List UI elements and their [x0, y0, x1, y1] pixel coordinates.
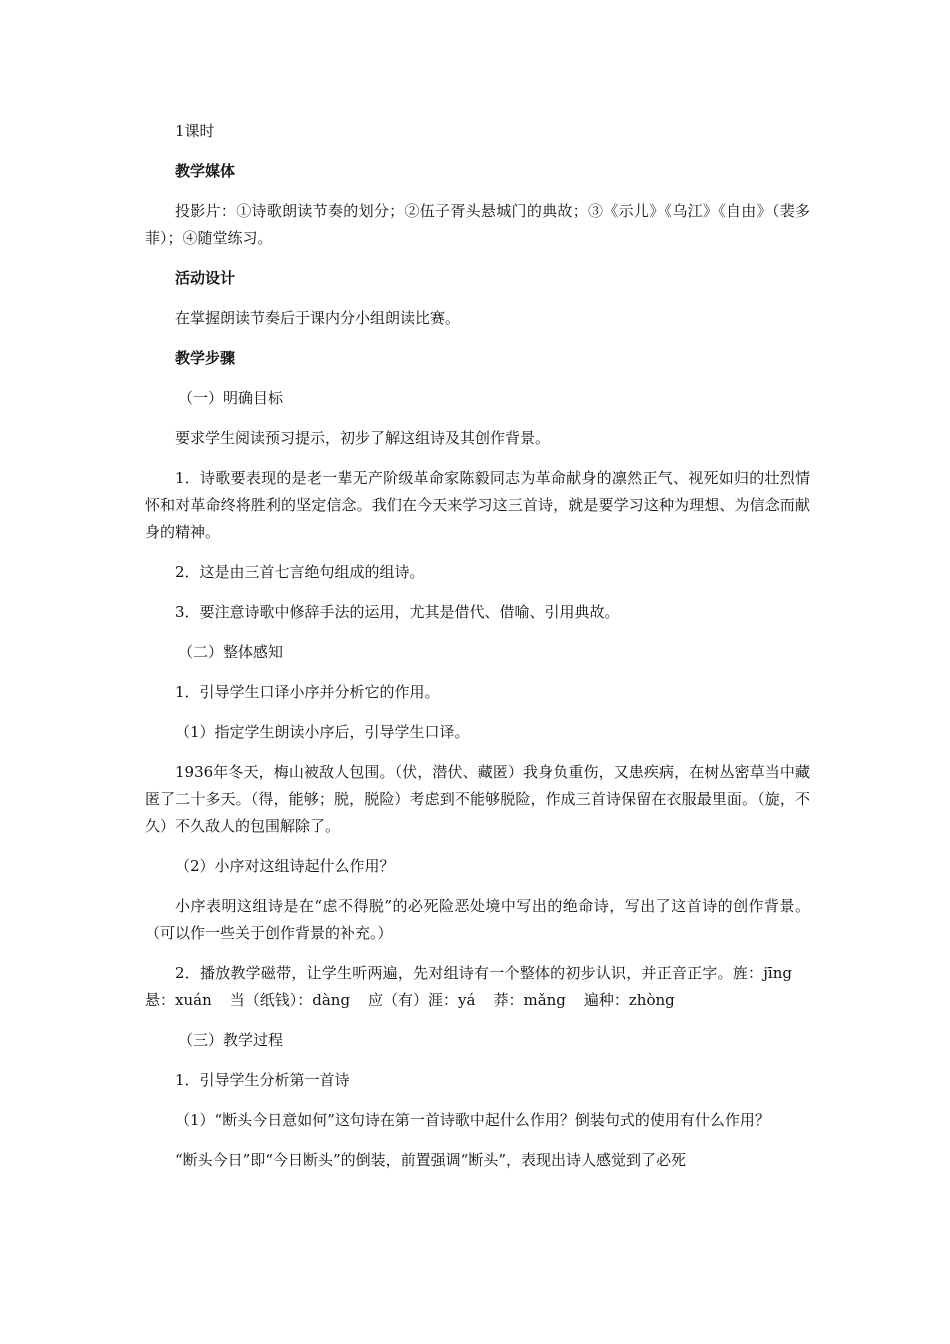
- pronunciation-zhong: 遍种：zhòng: [583, 991, 675, 1009]
- pronunciation-mang: 莽：mǎng: [493, 991, 566, 1009]
- class-hours: 1课时: [175, 122, 215, 140]
- paragraph-activity: 在掌握朗读节奏后于课内分小组朗读比赛。: [175, 309, 461, 327]
- paragraph-point-3: 3．要注意诗歌中修辞手法的运用，尤其是借代、借喻、引用典故。: [175, 603, 620, 621]
- pronunciation-intro: 2．播放教学磁带，让学生听两遍，先对组诗有一个整体的初步认识，并正音正字。旌：jīng: [175, 964, 792, 982]
- paragraph-guide-translation: 1．引导学生口译小序并分析它的作用。: [175, 683, 440, 701]
- section-overall-perception: （二）整体感知: [178, 643, 284, 661]
- heading-teaching-media: 教学媒体: [175, 162, 236, 180]
- pronunciation-ya: 应（有）涯：yá: [368, 991, 476, 1009]
- section-teaching-process: （三）教学过程: [178, 1031, 284, 1049]
- paragraph-point-1: 1．诗歌要表现的是老一辈无产阶级革命家陈毅同志为革命献身的凛然正气、视死如归的壮烈情怀和对革命终将胜利的坚定信念。我们在今天来学习这三首诗，就是要学习这种为理想、为信念而献身的精神。: [145, 469, 810, 541]
- section-objectives: （一）明确目标: [178, 389, 284, 407]
- paragraph-pronunciation: [145, 960, 810, 1014]
- heading-teaching-steps: 教学步骤: [175, 349, 236, 367]
- paragraph-media: 投影片：①诗歌朗读节奏的划分；②伍子胥头悬城门的典故；③《示儿》《乌江》《自由》（裴多菲）；④随堂练习。: [145, 202, 810, 247]
- document-page: [145, 118, 810, 1187]
- pronunciation-dang: 当（纸钱）：dàng: [229, 991, 351, 1009]
- paragraph-answer-1: “断头今日”即“今日断头”的倒装，前置强调“断头”，表现出诗人感觉到了必死: [175, 1151, 687, 1169]
- paragraph-preface-question: （2）小序对这组诗起什么作用？: [175, 857, 395, 875]
- paragraph-question-1: （1）“断头今日意如何”这句诗在第一首诗歌中起什么作用？倒装句式的使用有什么作用？: [175, 1111, 770, 1129]
- paragraph-preface-answer: 小序表明这组诗是在“虑不得脱”的必死险恶处境中写出的绝命诗，写出了这首诗的创作背景。（可以作一些关于创作背景的补充。）: [145, 897, 810, 942]
- pronunciation-xuan: 悬：xuán: [145, 991, 212, 1009]
- paragraph-preview: 要求学生阅读预习提示，初步了解这组诗及其创作背景。: [175, 429, 551, 447]
- paragraph-translation: 1936年冬天，梅山被敌人包围。（伏，潜伏、藏匿）我身负重伤，又患疾病，在树丛密草当中藏匿了二十多天。（得，能够；脱，脱险）考虑到不能够脱险，作成三首诗保留在衣服最里面。（旋，不久）不久敌人的包围解除了。: [145, 763, 810, 835]
- paragraph-read-preface: （1）指定学生朗读小序后，引导学生口译。: [175, 723, 470, 741]
- paragraph-first-poem: 1．引导学生分析第一首诗: [175, 1071, 350, 1089]
- heading-activity-design: 活动设计: [175, 269, 236, 287]
- paragraph-point-2: 2．这是由三首七言绝句组成的组诗。: [175, 563, 425, 581]
